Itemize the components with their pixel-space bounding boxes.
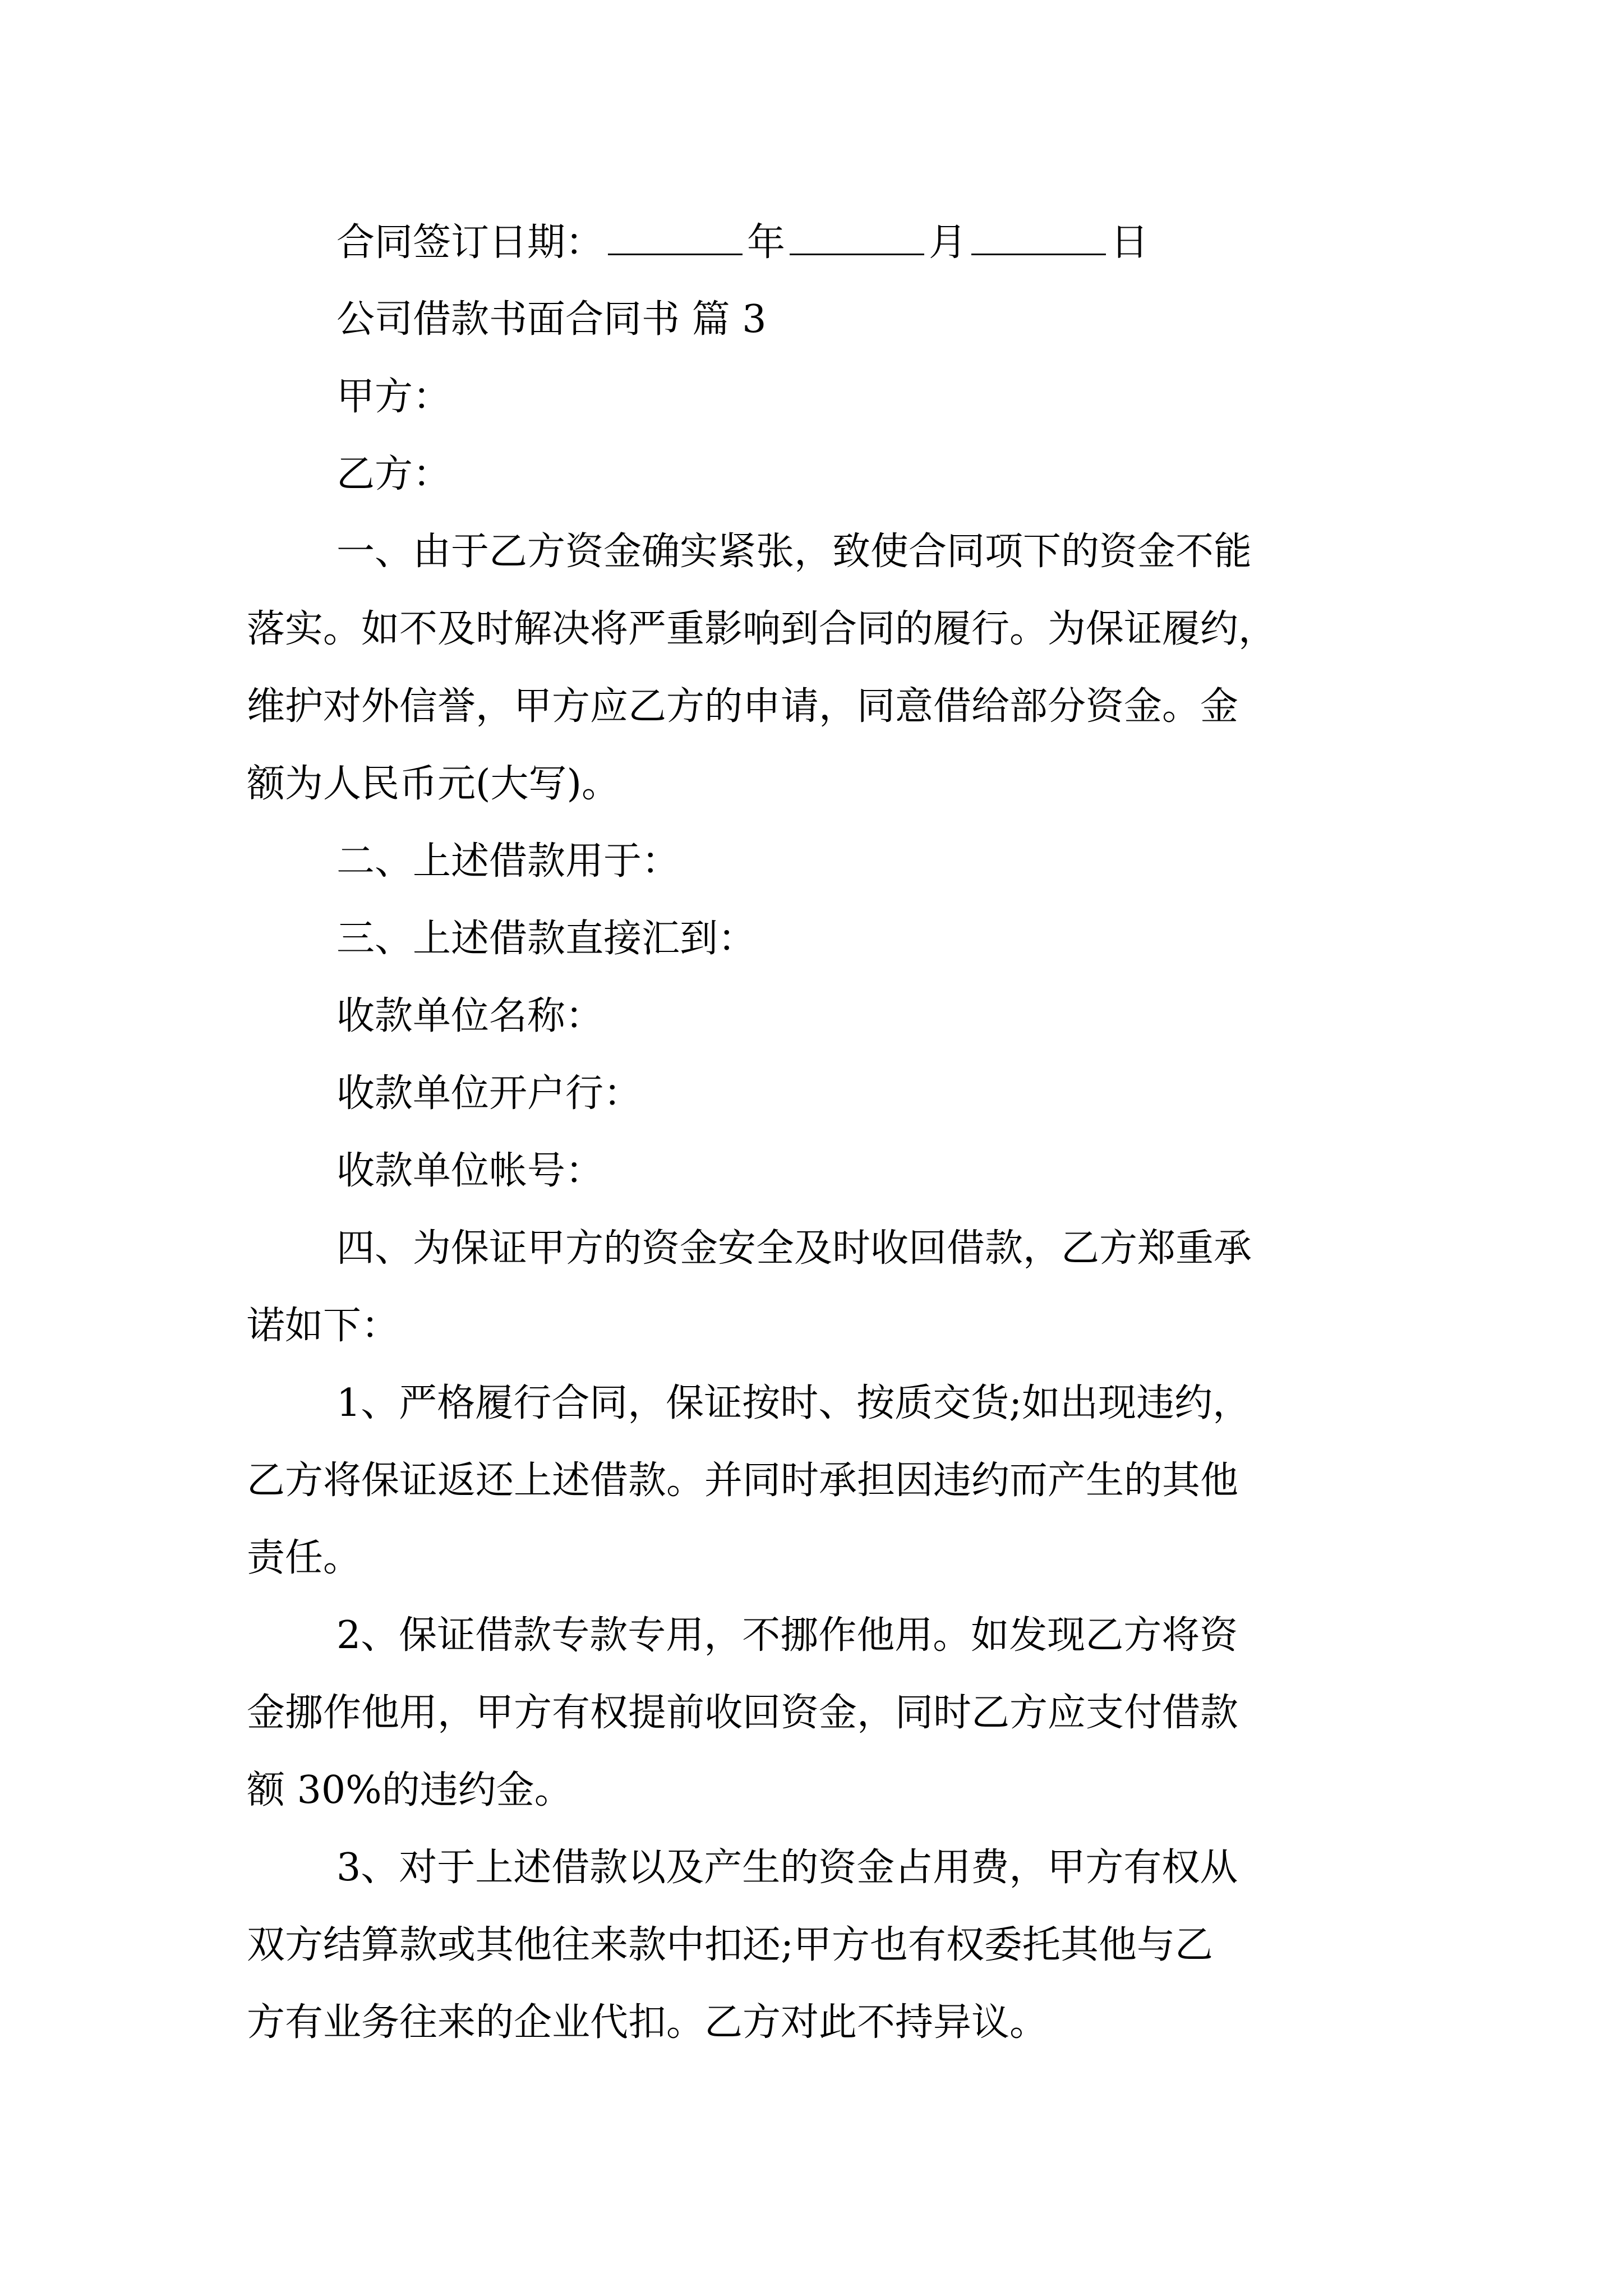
day-blank	[971, 220, 1106, 255]
clause1-line: 额为人民币元(大写)。	[247, 762, 620, 806]
section-heading: 公司借款书面合同书 篇 3	[336, 297, 767, 342]
year-blank	[608, 220, 743, 255]
party-a-label: 甲方：	[336, 375, 451, 419]
clause1-line: 一、由于乙方资金确实紧张，致使合同项下的资金不能	[336, 530, 1252, 574]
signing-date-line	[0, 220, 1623, 265]
item3-line: 双方结算款或其他往来款中扣还;甲方也有权委托其他与乙	[247, 1923, 1213, 1967]
payee-account-label: 收款单位帐号：	[336, 1149, 604, 1193]
item3-line: 方有业务往来的企业代扣。乙方对此不持异议。	[247, 2000, 1048, 2045]
item2-line: 2、保证借款专款专用，不挪作他用。如发现乙方将资	[336, 1613, 1238, 1658]
item1-line: 责任。	[247, 1536, 362, 1580]
clause1-line: 落实。如不及时解决将严重影响到合同的履行。为保证履约，	[247, 607, 1277, 651]
payee-bank-label: 收款单位开户行：	[336, 1071, 642, 1116]
item1-line: 1、严格履行合同，保证按时、按质交货;如出现违约，	[336, 1381, 1251, 1425]
item1-line: 乙方将保证返还上述借款。并同时承担因违约而产生的其他	[247, 1458, 1239, 1503]
item3-line: 3、对于上述借款以及产生的资金占用费，甲方有权从	[336, 1846, 1238, 1890]
month-blank	[790, 220, 924, 255]
year-label: 年	[747, 220, 786, 265]
signing-date-label: 合同签订日期：	[336, 220, 604, 265]
item2-line: 额 30%的违约金。	[247, 1768, 573, 1812]
day-label: 日	[1110, 220, 1149, 265]
month-label: 月	[929, 220, 967, 265]
clause4-line: 四、为保证甲方的资金安全及时收回借款，乙方郑重承	[336, 1226, 1252, 1271]
clause1-line: 维护对外信誉，甲方应乙方的申请，同意借给部分资金。金	[247, 684, 1239, 729]
payee-name-label: 收款单位名称：	[336, 994, 604, 1038]
clause3: 三、上述借款直接汇到：	[336, 917, 757, 961]
item2-line: 金挪作他用，甲方有权提前收回资金，同时乙方应支付借款	[247, 1691, 1239, 1735]
clause4-line: 诺如下：	[247, 1304, 400, 1348]
party-b-label: 乙方：	[336, 452, 451, 496]
clause2: 二、上述借款用于：	[336, 839, 680, 884]
